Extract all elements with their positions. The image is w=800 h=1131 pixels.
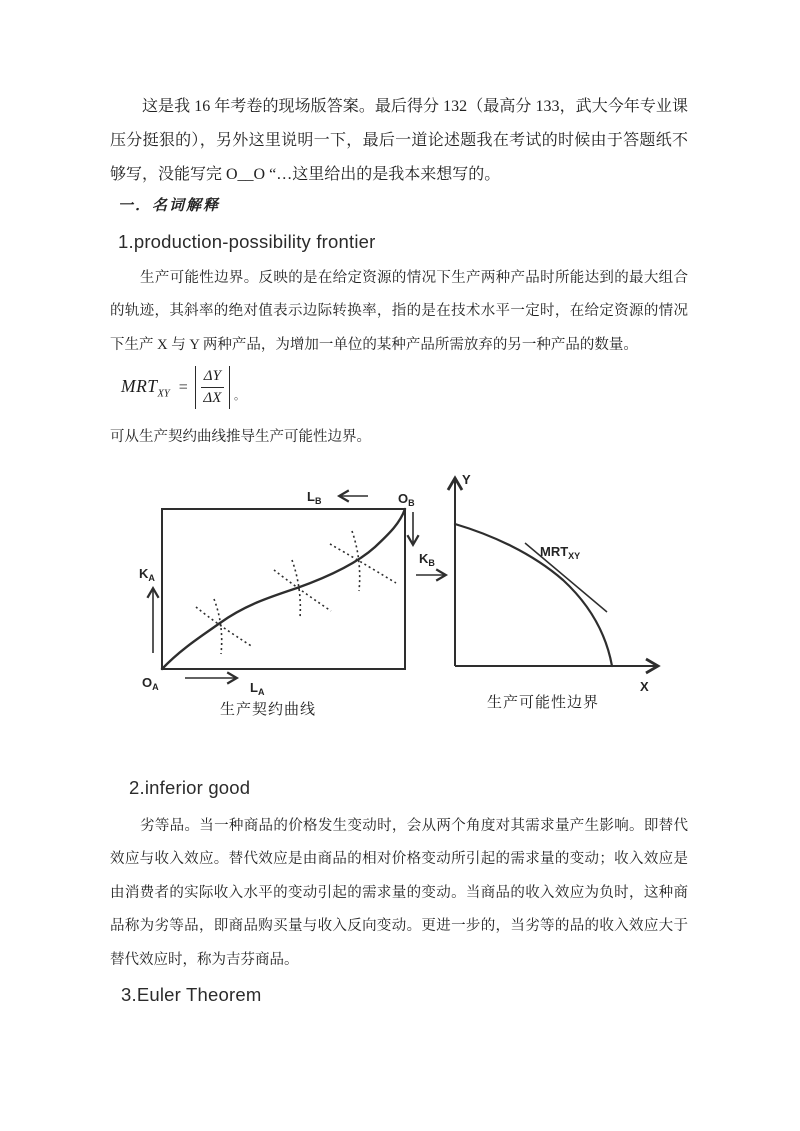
formula-lhs: $MRT_{XY}$ bbox=[121, 375, 170, 400]
term1-note: 可从生产契约曲线推导生产可能性边界。 bbox=[110, 429, 371, 445]
formula-period: 。 bbox=[233, 389, 245, 402]
isoquant-arc bbox=[274, 570, 331, 611]
ppf-caption: 生产可能性边界 bbox=[487, 695, 600, 711]
labor-b-label: $L_B$ bbox=[307, 489, 322, 506]
origin-a-label: $O_A$ bbox=[142, 675, 159, 692]
term2-body: 劣等品。当一种商品的价格发生变动时，会从两个角度对其需求量产生影响。即替代效应与收入效应。替代效应是由商品的相对价格变动所引起的需求量的变动；收入效应是由消费者的实际收入水平的变动引起的需求量的变动。当商品的收入效应为负时，这种商品称为劣等品，即商品购买量与收入反向变动。更进一步的，当劣等的品的收入效应大于替代效应时，称为吉芬商品。 bbox=[110, 818, 688, 968]
term3-heading: 3.Euler Theorem bbox=[121, 984, 262, 1005]
edgeworth-box-caption: 生产契约曲线 bbox=[220, 702, 317, 718]
formula-equals: = bbox=[178, 378, 188, 396]
edgeworth-box-diagram bbox=[153, 496, 445, 678]
term1-body: 生产可能性边界。反映的是在给定资源的情况下生产两种产品时所能达到的最大组合的轨迹，其斜率的绝对值表示边际转换率，指的是在技术水平一定时，在给定资源的情况下生产 X 与 Y 两种产品，为增加一单位的某种产品所需放弃的另一种产品的数量。 bbox=[110, 270, 688, 353]
edgeworth-box bbox=[162, 509, 405, 669]
isoquant-arc bbox=[330, 544, 396, 583]
formula-denominator: ΔX bbox=[203, 390, 222, 406]
origin-b-label: $O_B$ bbox=[398, 491, 415, 508]
isoquant-crossing-2 bbox=[274, 560, 331, 618]
y-axis-label: Y bbox=[462, 472, 471, 487]
capital-b-label: $K_B$ bbox=[419, 551, 435, 568]
formula-fraction bbox=[201, 368, 224, 407]
x-axis-label: X bbox=[640, 679, 649, 694]
production-figure bbox=[130, 465, 680, 730]
formula-absolute-value bbox=[195, 366, 230, 409]
formula-numerator: ΔY bbox=[201, 368, 224, 388]
term1-heading: 1.production-possibility frontier bbox=[118, 231, 376, 252]
contract-curve bbox=[162, 509, 405, 669]
ppf-diagram bbox=[455, 479, 657, 666]
mrt-label: $MRT_{XY}$ bbox=[540, 544, 581, 561]
isoquant-crossing-3 bbox=[330, 531, 396, 591]
labor-a-label: $L_A$ bbox=[250, 680, 265, 697]
ppf-curve bbox=[455, 524, 612, 666]
capital-a-label: $K_A$ bbox=[139, 566, 155, 583]
section-title: 一．名词解释 bbox=[118, 198, 221, 214]
mrt-formula bbox=[121, 366, 245, 409]
intro-paragraph: 这是我 16 年考卷的现场版答案。最后得分 132（最高分 133，武大今年专业课压分挺狠的），另外这里说明一下，最后一道论述题我在考试的时候由于答题纸不够写，没能写完 O__O “…这里给出的是我本来想写的。 bbox=[110, 98, 688, 183]
isoquant-arc bbox=[196, 607, 253, 647]
term2-heading: 2.inferior good bbox=[129, 777, 251, 798]
